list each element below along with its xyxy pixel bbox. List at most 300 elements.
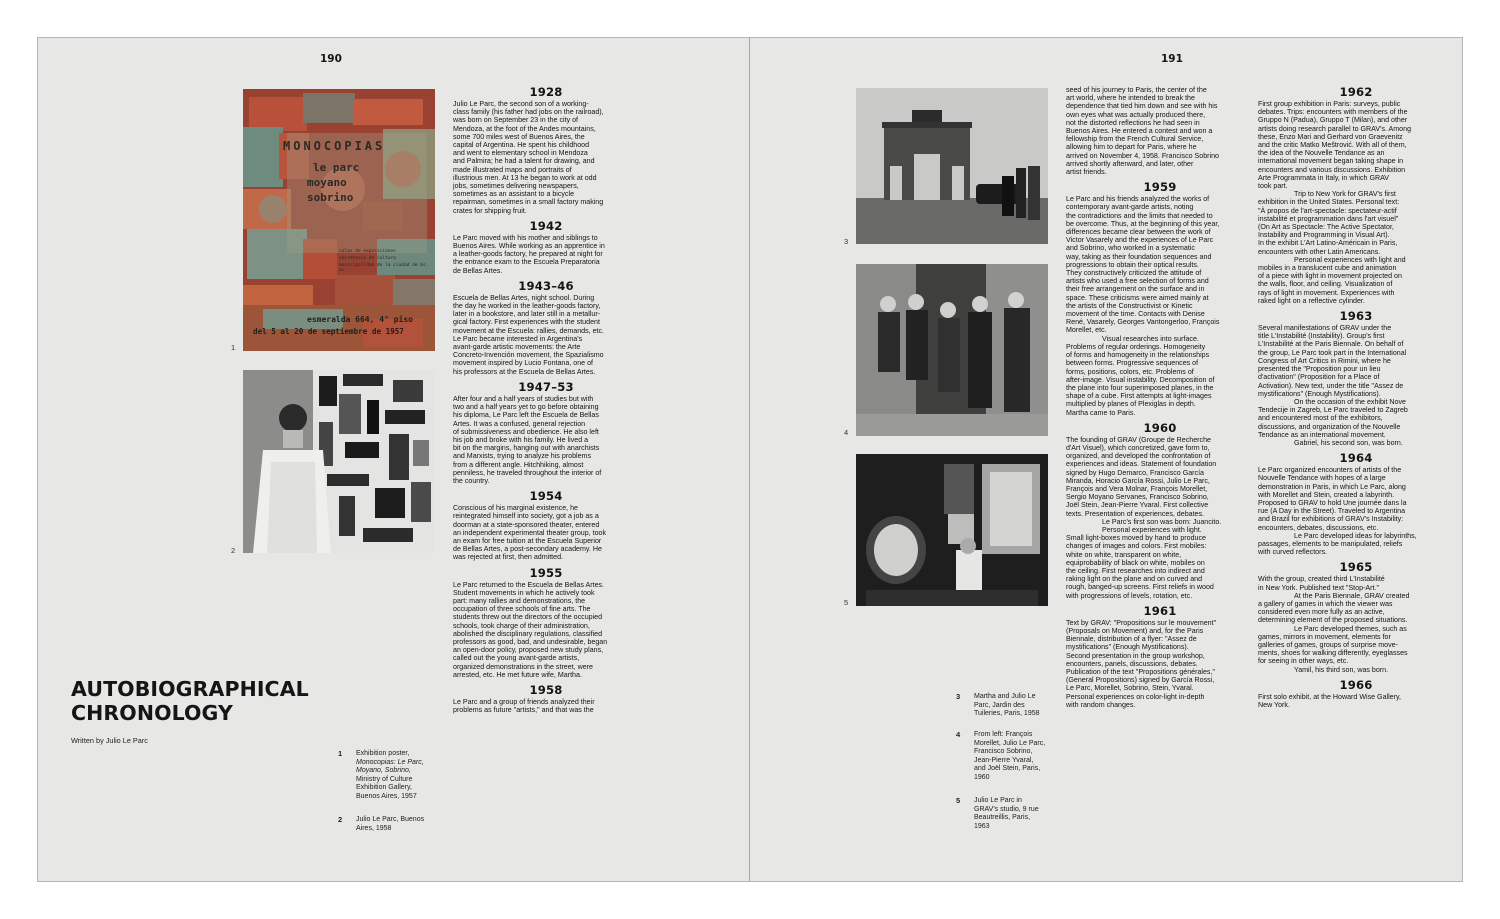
poster-dates: del 5 al 20 de septiembre de 1957 <box>253 327 404 336</box>
text-line: equiprobability of black on white, mobiles on <box>1066 558 1205 567</box>
text-line: Tendecije in Zagreb, Le Parc traveled to Zagreb <box>1258 406 1408 415</box>
caption-line: and Joël Stein, Paris, <box>974 765 1041 772</box>
text-line: fellowship from the French Cultural Service, <box>1066 135 1204 144</box>
text-line: sometimes as an assistant to a bicycle <box>453 190 575 199</box>
caption-line: Beautreillis, Paris, <box>974 814 1031 821</box>
text-line: Small light-boxes moved by hand to produce <box>1066 534 1206 543</box>
text-line: Joël Stein, Jean-Pierre Yvaral. First collective <box>1066 501 1209 510</box>
year-heading: 1947–53 <box>518 379 574 394</box>
caption-1-number: 1 <box>338 749 343 758</box>
year-heading: 1961 <box>1143 603 1177 618</box>
text-line: the group, Le Parc took part in the International <box>1258 348 1407 357</box>
caption-line: Julio Le Parc, Buenos <box>356 816 425 823</box>
text-line: games, mirrors in movement, elements for <box>1258 632 1391 641</box>
poster-name-2: moyano <box>307 176 347 189</box>
text-line: the ceiling. First researches into indirect and <box>1066 566 1205 575</box>
text-line: galleries of games, groups of surprise move- <box>1258 640 1398 649</box>
entry-paragraph <box>1258 466 1454 532</box>
entry-paragraph <box>1258 592 1454 600</box>
text-line: Text by GRAV: "Propositions sur le mouvement" <box>1066 618 1217 627</box>
photo-artist-with-painting <box>243 370 435 553</box>
text-line: for seeing in other ways, etc. <box>1258 657 1349 666</box>
entry-paragraph <box>1258 600 1454 625</box>
text-line: raking light on the plane and on curved and <box>1066 575 1203 584</box>
year-heading: 1964 <box>1339 451 1373 466</box>
caption-4-number: 4 <box>956 730 961 739</box>
text-line: instabilité et programmation dans l'art visuel" <box>1258 214 1399 223</box>
poster-title: MONOCOPIAS <box>283 139 386 153</box>
chronology-entry <box>1066 605 1254 709</box>
text-line: international movement began taking shape in <box>1258 157 1404 166</box>
caption-4 <box>956 731 1066 786</box>
text-line: jobs, sometimes delivering newspapers, <box>453 182 579 191</box>
text-line: with progressions of levels, rotation, etc. <box>1066 591 1193 600</box>
text-line: Concreto-Invención movement, the Spazialismo <box>453 351 604 360</box>
year-heading: 1959 <box>1143 180 1177 195</box>
text-line: Proposed to GRAV to hold Une journée dans la <box>1258 498 1407 507</box>
text-line: rue (A Day in the Street). Traveled to Argentina <box>1258 507 1406 516</box>
caption-line: Ministry of Culture <box>356 775 413 783</box>
text-line: white on white, transparent on white, <box>1066 550 1182 559</box>
text-line: called out the young avant-garde artists, <box>453 654 580 663</box>
caption-4-text <box>974 731 1052 782</box>
text-line: the country. <box>453 476 490 485</box>
text-line: the walls, floor, and ceiling. Visualization of <box>1258 280 1393 289</box>
caption-line: Parc, Jardin des <box>974 701 1025 709</box>
title-line-1: AUTOBIOGRAPHICAL <box>71 677 309 701</box>
entry-paragraph <box>1258 398 1454 406</box>
text-line: reintegrated himself into society, got a job as a <box>453 512 599 521</box>
figure-number-4: 4 <box>844 428 849 437</box>
text-line: Le Parc returned to the Escuela de Bellas Artes. <box>453 580 605 589</box>
caption-3-text <box>974 693 1052 719</box>
entry-paragraph <box>1258 693 1454 709</box>
chronology-entry <box>1066 86 1254 176</box>
photo-grav-studio <box>856 454 1048 606</box>
text-line: (Proposals on Movement) and, for the Paris <box>1066 626 1204 635</box>
text-line: Several manifestations of GRAV under the <box>1258 324 1392 333</box>
text-line: Gruppo N (Padua), Gruppo T (Milan), and other <box>1258 116 1408 125</box>
text-line: shape of a cube. First attempts at light-images <box>1066 392 1212 401</box>
title-line-2: CHRONOLOGY <box>71 701 233 725</box>
figure-number-3: 3 <box>844 237 849 246</box>
year-heading: 1966 <box>1339 677 1373 692</box>
text-line: Biennale, distribution of a flyer: "Assez de <box>1066 635 1197 644</box>
year-heading: 1960 <box>1143 420 1177 435</box>
text-line: discussions, and organization of the Nouvelle <box>1258 422 1401 431</box>
entry-paragraph <box>453 100 639 215</box>
caption-line: Monocopias: Le Parc, <box>356 758 424 766</box>
text-line: dependence that tied him down and see with his <box>1066 102 1218 111</box>
text-line: these, Enzo Mari and Gerhard von Graevenitz <box>1258 132 1403 141</box>
text-line: debates. Trips: encounters with members of the <box>1258 108 1408 117</box>
text-line: and Marxists, trying to analyze his problems <box>453 452 591 461</box>
year-heading: 1943–46 <box>518 278 574 293</box>
chronology-entry <box>1258 310 1454 447</box>
caption-line: 1960 <box>974 773 990 781</box>
entry-paragraph <box>1258 190 1454 198</box>
entry-paragraph <box>1258 256 1454 264</box>
caption-line: Tuileries, Paris, 1958 <box>974 710 1040 717</box>
text-line: allowing him to depart for Paris, where he <box>1066 143 1197 152</box>
text-line: multiplied by planes of Plexiglas in depth. <box>1066 400 1196 409</box>
text-line: considered even more fully as an active, <box>1258 608 1385 617</box>
text-line: At the Paris Biennale, GRAV created <box>1294 591 1410 600</box>
caption-line: Aires, 1958 <box>356 824 392 832</box>
text-line: an independent experimental theater group, took <box>453 528 607 537</box>
caption-3 <box>956 693 1066 723</box>
text-line: Le Parc developed ideas for labyrinths, <box>1294 531 1417 540</box>
caption-2-number: 2 <box>338 815 343 824</box>
caption-line: Julio Le Parc in <box>974 797 1022 804</box>
text-line: Le Parc became interested in Argentina's <box>453 334 583 343</box>
text-line: their free arrangement on the surface and in <box>1066 285 1205 294</box>
text-line: raked light on a reflective cylinder. <box>1258 296 1365 305</box>
text-line: de Bellas Artes. <box>453 266 503 275</box>
entry-paragraph <box>1258 633 1454 666</box>
text-line: New York. <box>1258 701 1290 709</box>
text-line: occupation of three schools of fine arts. The <box>453 605 591 614</box>
text-line: Activation). New text, under the title "Assez de <box>1258 381 1404 390</box>
text-line: an open-door policy, proposed new study plans, <box>453 646 604 655</box>
text-line: and went to elementary school in Mendoza <box>453 149 588 158</box>
text-line: The founding of GRAV (Groupe de Recherche <box>1066 435 1211 444</box>
text-line: Mendoza, at the foot of the Andes mountains, <box>453 124 596 133</box>
text-line: encounters with other Latin Americans. <box>1258 247 1381 256</box>
text-line: movement inspired by Lucio Fontana, one of <box>453 359 593 368</box>
byline: Written by Julio Le Parc <box>71 736 148 745</box>
text-line: his job and broke with his family. He lived a <box>453 435 589 444</box>
text-line: arrested, etc. He met future wife, Martha. <box>453 670 582 679</box>
text-line: contemporary avant-garde artists, noting <box>1066 203 1194 212</box>
caption-line: Buenos Aires, 1957 <box>356 792 417 800</box>
poster-texture <box>243 89 435 351</box>
text-line: Conscious of his marginal existence, he <box>453 504 578 513</box>
text-line: of forms and homogeneity in the relationships <box>1066 351 1210 360</box>
text-line: experiences and ideas. Statement of foundation <box>1066 460 1217 469</box>
text-line: made illustrated maps and portraits of <box>453 165 572 174</box>
text-line: the contradictions and the limits that needed to <box>1066 211 1213 220</box>
text-line: Tendance as an international movement. <box>1258 430 1386 439</box>
text-line: Sergio Moyano Servanes, Francisco Sobrino, <box>1066 493 1209 502</box>
chronology-column-1 <box>453 86 639 719</box>
text-line: was born on September 23 in the city of <box>453 116 578 125</box>
figure-number-1: 1 <box>231 343 236 352</box>
text-line: abolished the disciplinary regulations, classified <box>453 629 603 638</box>
text-line: a gallery of games in which the viewer was <box>1258 599 1393 608</box>
text-line: demonstration in Paris, in which Le Parc, along <box>1258 482 1406 491</box>
caption-5-text <box>974 797 1052 831</box>
poster-small-1: salas de exposiciones <box>339 249 396 254</box>
text-line: the idea of the Nouvelle Tendance as an <box>1258 149 1385 158</box>
text-line: texts. Presentation of experiences, debates. <box>1066 509 1205 518</box>
chronology-entry <box>453 381 639 485</box>
text-line: illustrious men. At 13 he began to work at odd <box>453 173 597 182</box>
article-title <box>71 677 309 725</box>
text-line: Congress of Art Critics in Rimini, where he <box>1258 356 1391 365</box>
caption-line: Jean-Pierre Yvaral, <box>974 756 1034 764</box>
text-line: way, taking as their foundation sequences and <box>1066 252 1212 261</box>
text-line: passages, elements to be manipulated, reliefs <box>1258 539 1403 548</box>
text-line: space. These criticisms were aimed mainly at <box>1066 293 1209 302</box>
text-line: mobiles in a translucent cube and animation <box>1258 264 1397 273</box>
chronology-entry <box>1258 679 1454 709</box>
chronology-entry <box>1066 181 1254 416</box>
text-line: d'Art Visuel), which concretized, gave form to, <box>1066 443 1210 452</box>
text-line: Problems of regular orderings. Homogeneity <box>1066 342 1206 351</box>
chronology-entry <box>1258 86 1454 305</box>
text-line: Le Parc moved with his mother and siblings to <box>453 233 598 242</box>
caption-line: From left: François <box>974 731 1033 738</box>
text-line: with Morellet and Stein, created a labyrinth. <box>1258 490 1395 499</box>
text-line: students threw out the directors of the occupied <box>453 613 603 622</box>
entry-paragraph <box>453 234 639 275</box>
text-line: penniless, he traveled throughout the interior of <box>453 468 602 477</box>
caption-line: Martha and Julio Le <box>974 693 1036 700</box>
text-line: With the group, created third L'Instabilité <box>1258 575 1385 584</box>
caption-line: Morellet, Julio Le Parc, <box>974 739 1046 747</box>
text-line: of submissiveness and obedience. He also left <box>453 427 599 436</box>
text-line: later in a bookstore, and later still in a metallur- <box>453 310 601 319</box>
text-line: the artists of the Constructivist or Kinetic <box>1066 301 1193 310</box>
text-line: Artes. It was a confused, general rejection <box>453 419 586 428</box>
text-line: encounters, debates, discussions, etc. <box>1258 523 1379 532</box>
text-line: On the occasion of the exhibit Nove <box>1294 397 1406 406</box>
text-line: was rejected at first, then admitted. <box>453 553 564 562</box>
text-line: First group exhibition in Paris: surveys, public <box>1258 100 1401 108</box>
text-line: François and Vera Molnar, François Morellet, <box>1066 484 1208 493</box>
text-line: mystifications" (Enough Mystifications). <box>1258 389 1381 398</box>
entry-paragraph <box>1258 625 1454 633</box>
photo-4-group <box>856 264 1048 436</box>
year-heading: 1928 <box>529 85 563 99</box>
text-line: and Brazil for exhibitions of GRAV's Instability: <box>1258 515 1404 524</box>
caption-5 <box>956 797 1066 837</box>
text-line: in New York. Published text "Stop-Art." <box>1258 583 1379 592</box>
text-line: Second presentation in the group workshop, <box>1066 651 1205 660</box>
entry-paragraph <box>1066 534 1254 600</box>
text-line: avant-garde artistic movements: the Arte <box>453 343 581 352</box>
text-line: Le Parc, Morellet, Sobrino, Stein, Yvaral. <box>1066 684 1194 693</box>
text-line: progressions to obtain their optical results. <box>1066 260 1199 269</box>
caption-1-text <box>356 750 434 801</box>
entry-paragraph <box>1066 343 1254 417</box>
text-line: movement of the time. Contacts with Denise <box>1066 310 1205 319</box>
text-line: Martha came to Paris. <box>1066 408 1136 417</box>
entry-paragraph <box>453 504 639 561</box>
year-heading: 1955 <box>529 565 563 580</box>
entry-paragraph <box>453 294 639 376</box>
text-line: They constructively criticized the attitude of <box>1066 269 1202 278</box>
text-line: First solo exhibit, at the Howard Wise Gallery, <box>1258 692 1401 701</box>
text-line: arrived on November 4, 1958. Francisco Sobrino <box>1066 151 1219 160</box>
text-line: Yamil, his third son, was born. <box>1294 665 1389 674</box>
text-line: not the distorted reflections he had seen in <box>1066 118 1200 127</box>
text-line: his professors at the Escuela de Bellas Artes. <box>453 367 596 376</box>
entry-paragraph <box>1066 518 1254 526</box>
text-line: Le Parc developed themes, such as <box>1294 624 1407 633</box>
chronology-entry <box>453 684 639 714</box>
text-line: arrived shortly afterward, and later, other <box>1066 159 1194 168</box>
entry-paragraph <box>1258 532 1454 540</box>
caption-line: Francisco Sobrino, <box>974 748 1033 755</box>
text-line: (General Propositions) signed by García Rossi, <box>1066 676 1215 685</box>
text-line: between forms. Progressive sequences of <box>1066 359 1199 368</box>
text-line: Nouvelle Tendance with hopes of a large <box>1258 474 1386 483</box>
entry-paragraph <box>1258 264 1454 305</box>
text-line: Personal experiences with light. <box>1102 525 1202 534</box>
text-line: problems as future "artists," and that was the <box>453 706 594 715</box>
text-line: seed of his journey to Paris, the center of the <box>1066 86 1207 94</box>
text-line: Arte Programmata in Italy, in which GRAV <box>1258 173 1390 182</box>
chronology-entry <box>453 280 639 376</box>
text-line: organized, and developed the confrontation of <box>1066 452 1211 461</box>
entry-paragraph <box>453 698 639 714</box>
entry-paragraph <box>1066 436 1254 518</box>
book-spread <box>37 37 1463 882</box>
text-line: Gabriel, his second son, was born. <box>1294 438 1403 447</box>
year-heading: 1962 <box>1339 85 1373 99</box>
caption-line: Exhibition poster, <box>356 750 410 757</box>
page-number-left: 190 <box>320 53 342 65</box>
text-line: differences became clear between the work of <box>1066 228 1211 237</box>
text-line: Trip to New York for GRAV's first <box>1294 190 1396 199</box>
text-line: Miranda, Horacio García Rossi, Julio Le Parc, <box>1066 476 1210 485</box>
entry-paragraph <box>1258 324 1454 398</box>
text-line: mystifications" (Enough Mystifications). <box>1066 643 1189 652</box>
text-line: Instability and Programming in Visual Art). <box>1258 231 1390 240</box>
entry-paragraph <box>1258 540 1454 556</box>
text-line: took part. <box>1258 182 1288 191</box>
poster-name-1: le parc <box>313 161 360 174</box>
photo-grav-group <box>856 264 1048 436</box>
text-line: encounters, panels, discussions, debates. <box>1066 659 1198 668</box>
text-line: d'activation" (Proposition for a Place of <box>1258 373 1380 382</box>
text-line: Publication of the text "Propositions générales," <box>1066 668 1215 676</box>
text-line: exhibition in the United States. Personal text: <box>1258 198 1400 207</box>
text-line: the day he worked in the leather-goods factory, <box>453 302 601 311</box>
entry-paragraph <box>1258 406 1454 439</box>
text-line: Le Parc's first son was born: Juancito. <box>1102 517 1222 526</box>
text-line: Escuela de Bellas Artes, night school. During <box>453 293 595 302</box>
entry-paragraph <box>1258 198 1454 255</box>
text-line: presented the "Proposition pour un lieu <box>1258 365 1381 374</box>
gutter-line <box>749 38 750 881</box>
poster-name-3: sobrino <box>307 191 354 204</box>
text-line: the plane into four superimposed planes, in the <box>1066 383 1214 392</box>
text-line: and the critic Matko Meštrović. With all of them, <box>1258 141 1407 150</box>
chronology-entry <box>1258 452 1454 556</box>
entry-paragraph <box>1258 439 1454 447</box>
caption-line: Moyano, Sobrino, <box>356 767 411 774</box>
poster-address: esmeralda 664, 4° piso <box>307 315 413 324</box>
text-line: a leather-goods factory, he prepared at night for <box>453 250 603 259</box>
text-line: from a different angle. Hitchhiking, almost <box>453 460 584 469</box>
caption-line: 1963 <box>974 822 990 830</box>
entry-paragraph <box>1066 619 1254 709</box>
caption-line: Exhibition Gallery, <box>356 784 412 791</box>
entry-paragraph <box>1066 526 1254 534</box>
text-line: Student movements in which he actively took <box>453 588 595 597</box>
year-heading: 1958 <box>529 682 563 697</box>
text-line: rays of light in movement. Experiences with <box>1258 288 1395 297</box>
text-line: his diploma, Le Parc left the Escuela de Bellas <box>453 411 599 420</box>
entry-paragraph <box>1258 575 1454 591</box>
text-line: encounters and various discussions. Exhibition <box>1258 165 1406 174</box>
photo-5-studio <box>856 454 1048 606</box>
text-line: be overcome. Thus, at the beginning of this year, <box>1066 219 1220 228</box>
chronology-entry <box>1066 422 1254 600</box>
text-line: after-image. Visual instability. Decomposition of <box>1066 375 1215 384</box>
text-line: gical factory. First experiences with the student <box>453 318 600 327</box>
text-line: de Bellas Artes, a post-secondary academy. He <box>453 545 602 554</box>
poster-small-3: municipalidad de la ciudad de bs. as. <box>339 263 429 273</box>
text-line: crates for shipping fruit. <box>453 206 527 215</box>
text-line: of a piece with light in movement projected on <box>1258 272 1402 281</box>
text-line: class family (his father had jobs on the railroad), <box>453 108 604 117</box>
text-line: artists who used a free selection of forms and <box>1066 277 1209 286</box>
text-line: art world, where he intended to break the <box>1066 94 1195 103</box>
text-line: Morellet, etc. <box>1066 326 1107 335</box>
text-line: changes of images and colors. First mobiles: <box>1066 542 1207 551</box>
text-line: organized demonstrations in the street, were <box>453 662 593 671</box>
text-line: artist friends. <box>1066 168 1107 177</box>
photo-2-artwork <box>243 370 435 553</box>
chronology-entry <box>453 567 639 679</box>
text-line: capital of Argentina. He spent his childhood <box>453 141 590 150</box>
text-line: signed by Hugo Demarco, Francisco García <box>1066 468 1204 477</box>
year-heading: 1942 <box>529 218 563 233</box>
text-line: own eyes what was actually produced there, <box>1066 110 1206 119</box>
text-line: (On Art as Spectacle: The Active Spectator, <box>1258 223 1394 232</box>
caption-5-number: 5 <box>956 796 961 805</box>
text-line: Visual researches into surface. <box>1102 334 1199 343</box>
poster-small-2: secretaria de cultura <box>339 256 396 261</box>
text-line: title L'Instabilité (Instability). Group's first <box>1258 332 1385 341</box>
text-line: schools, took charge of their administration, <box>453 621 590 630</box>
text-line: "À propos de l'art-spectacle: spectateur-actif <box>1258 206 1397 215</box>
text-line: part: many rallies and demonstrations, the <box>453 596 586 605</box>
caption-line: GRAV's studio, 9 rue <box>974 805 1039 813</box>
text-line: and Palmira; he had a talent for drawing, and <box>453 157 595 166</box>
text-line: Le Parc and a group of friends analyzed their <box>453 697 595 706</box>
chronology-entry <box>453 220 639 275</box>
text-line: and Sobrino, who worked in a systematic <box>1066 244 1195 253</box>
text-line: rough, banged-up screens. First reliefs in wood <box>1066 583 1214 592</box>
entry-paragraph <box>1258 100 1454 190</box>
entry-paragraph <box>1066 335 1254 343</box>
figure-number-5: 5 <box>844 598 849 607</box>
chronology-entry <box>453 490 639 561</box>
text-line: forms, positions, colors, etc. Problems of <box>1066 367 1194 376</box>
year-heading: 1965 <box>1339 560 1373 575</box>
text-line: Personal experiences on color-light in-depth <box>1066 692 1205 701</box>
poster-image <box>243 89 435 351</box>
text-line: an exam for free tuition at the Escuela Superior <box>453 536 602 545</box>
text-line: L'Instabilité at the Paris Biennale. On behalf of <box>1258 340 1404 349</box>
text-line: some 700 miles west of Buenos Aires, the <box>453 132 585 141</box>
text-line: Buenos Aires. He entered a contest and won a <box>1066 127 1213 136</box>
text-line: determining element of the proposed situations. <box>1258 616 1408 625</box>
text-line: Le Parc and his friends analyzed the works of <box>1066 195 1210 204</box>
chronology-entry <box>1258 561 1454 673</box>
text-line: Personal experiences with light and <box>1294 255 1406 264</box>
text-line: with curved reflectors. <box>1258 548 1327 557</box>
chronology-column-2 <box>1066 86 1254 714</box>
photo-tuileries <box>856 88 1048 244</box>
year-heading: 1954 <box>529 489 563 504</box>
text-line: artists doing research parallel to GRAV's. Among <box>1258 124 1412 133</box>
